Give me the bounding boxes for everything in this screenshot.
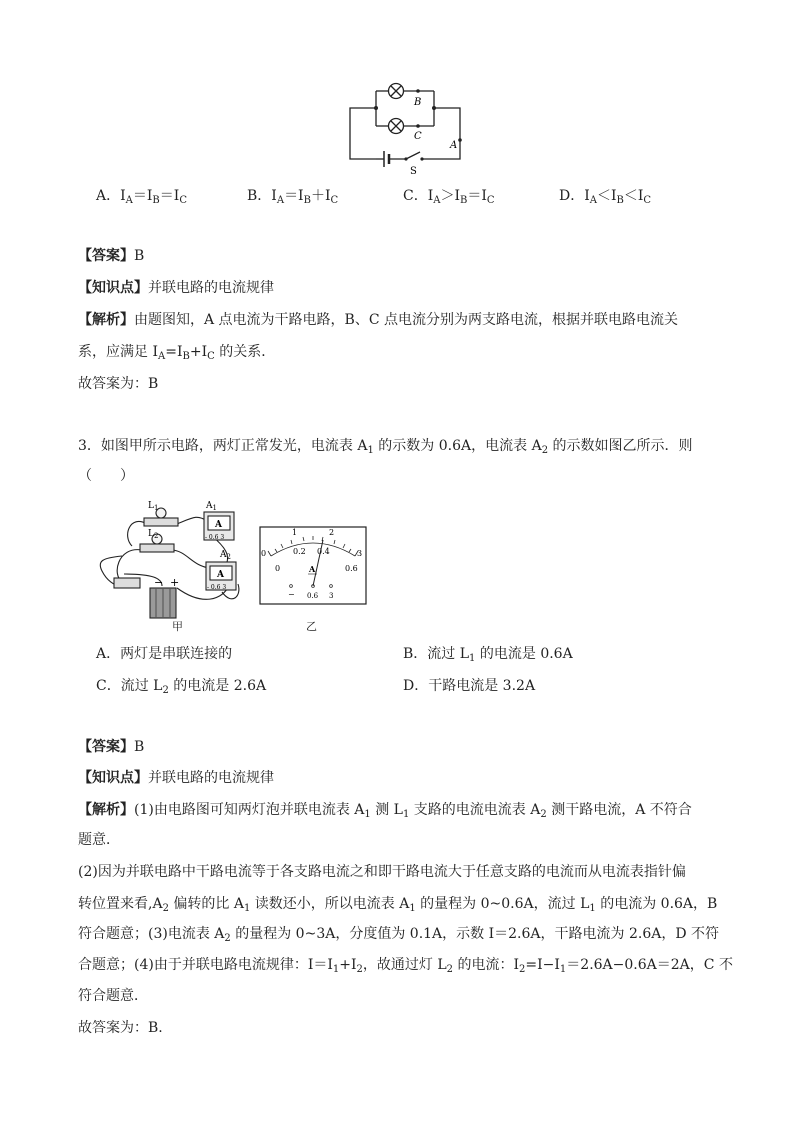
q3-analysis-line-3: (2)因为并联电路中干路电流等于各支路电流之和即干路电流大于任意支路的电流而从电流表指针偏	[78, 864, 686, 880]
q3-option-d: D．干路电流是 3.2A	[403, 678, 536, 694]
analysis-tag: 【解析】	[78, 802, 134, 818]
svg-text:L2: $L_2$	[148, 529, 159, 540]
svg-text:0.4: 0.4	[317, 547, 330, 556]
knowledge-tag: 【知识点】	[78, 770, 148, 786]
figure-yi-ammeter-dial	[259, 526, 367, 606]
parallel-circuit-diagram	[340, 78, 470, 178]
q3-analysis-line-4: 转位置来看$,A_2$ 偏转的比 $A_1$ 读数还小，所以电流表 $A_1$ 的量程为 0~0.6A，流过 $L_1$ 的电流为 0.6A，B	[78, 896, 718, 914]
knowledge-tag: 【知识点】	[78, 280, 148, 296]
svg-text:A: A	[309, 564, 316, 574]
q2-option-d: D．$I_A<I_B<I_C$	[559, 188, 652, 206]
answer-tag: 【答案】	[78, 739, 134, 755]
switch-icon	[406, 152, 420, 159]
point-a-label: A	[450, 140, 458, 151]
svg-text:A: A	[217, 570, 224, 580]
svg-text:- 0.6 3: - 0.6 3	[205, 534, 225, 541]
q3-analysis-line-1: 【解析】(1)由电路图可知两灯泡并联电流表 $A_1$ 测 $L_1$ 支路的电流电流表 $A_2$ 测干路电流，A 不符合	[78, 802, 692, 820]
svg-text:L1: $L_1$	[148, 501, 159, 512]
point-c-label: C	[414, 131, 422, 142]
q3-stem-line-2: （ ）	[78, 468, 134, 484]
q3-knowledge: 【知识点】并联电路的电流规律	[78, 770, 274, 786]
svg-text:0: 0	[261, 549, 267, 558]
answer-tag: 【答案】	[78, 248, 134, 264]
svg-text:0.2: 0.2	[293, 547, 306, 556]
svg-text:2: 2	[329, 528, 335, 537]
q2-knowledge: 【知识点】并联电路的电流规律	[78, 280, 274, 296]
svg-text:A2: $A_2$	[220, 550, 231, 561]
svg-text:0: 0	[275, 564, 281, 573]
svg-text:A1: $A_1$	[206, 501, 217, 512]
q3-option-a: A．两灯是串联连接的	[96, 646, 233, 662]
switch-board	[114, 578, 140, 588]
q2-analysis-line-2: 系，应满足 $I_A=I_B+I_C$ 的关系．	[78, 344, 276, 362]
figure-jia-caption: 甲	[172, 620, 183, 633]
q2-option-c: C．$I_A>I_B=I_C$	[403, 188, 495, 206]
q3-stem: 3．如图甲所示电路，两灯正常发光，电流表 $A_1$ 的示数为 0.6A，电流表 $A_2$ 的示数如图乙所示．则	[78, 438, 693, 456]
analysis-tag: 【解析】	[78, 312, 134, 328]
svg-text:- 0.6 3: - 0.6 3	[207, 584, 227, 591]
q3-option-c: C．流过 $L_2$ 的电流是 2.6A	[96, 678, 267, 696]
svg-text:0.6: 0.6	[345, 564, 358, 573]
svg-text:3: 3	[357, 549, 363, 558]
svg-text:−: −	[154, 576, 164, 589]
q3-option-b: B．流过 $L_1$ 的电流是 0.6A	[403, 646, 573, 664]
svg-text:A: A	[215, 520, 222, 530]
svg-text:3: 3	[329, 592, 334, 600]
q2-option-b: B．$I_A=I_B+I_C$	[247, 188, 339, 206]
q3-answer: 【答案】B	[78, 739, 145, 755]
q3-analysis-line-2: 题意．	[78, 832, 120, 848]
svg-text:0.6: 0.6	[307, 592, 319, 600]
svg-text:+: +	[170, 576, 180, 589]
svg-text:1: 1	[292, 528, 298, 537]
q3-analysis-line-5: 符合题意；(3)电流表 $A_2$ 的量程为 0~3A，分度值为 0.1A，示数 I＝2.6A，干路电流为 2.6A，D 不符	[78, 926, 720, 944]
switch-label: S	[410, 166, 417, 177]
q2-option-a: A．$I_A=I_B=I_C$	[96, 188, 187, 206]
point-b-label: B	[414, 97, 422, 108]
q3-analysis-line-6: 合题意；(4)由于并联电路电流规律：$I=I_1+I_2$，故通过灯 $L_2$ 的电流：$I_2=I-I_1=2.6A-0.6A=2A$，C 不	[78, 957, 733, 975]
svg-text:−: −	[288, 590, 295, 599]
q2-answer: 【答案】B	[78, 248, 145, 264]
q3-analysis-line-7: 符合题意．	[78, 988, 148, 1004]
q2-analysis-line-1: 【解析】由题图知，A 点电流为干路电路，B、C 点电流分别为两支路电流，根据并联电路电流关	[78, 312, 679, 328]
q3-conclusion: 故答案为：B.	[78, 1020, 163, 1036]
q2-conclusion: 故答案为：B	[78, 376, 159, 392]
figure-jia-circuit	[92, 496, 252, 630]
figure-yi-caption: 乙	[306, 620, 317, 633]
